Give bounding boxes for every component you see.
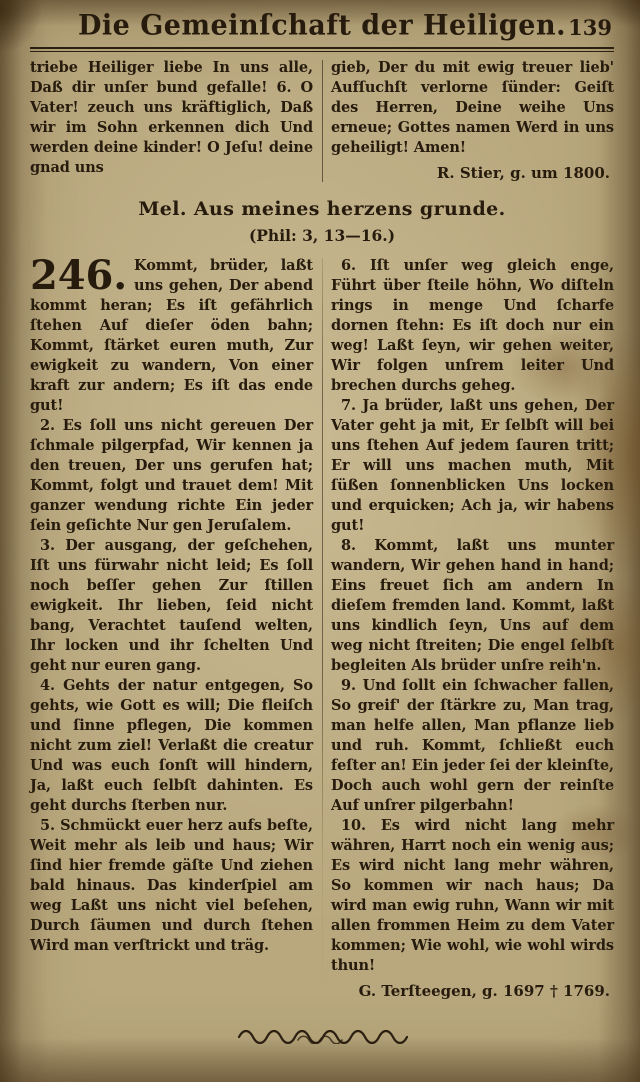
continuation-left-column	[30, 58, 322, 184]
verse-10: 10. Es wird nicht lang mehr währen, Harrt noch ein wenig aus; Es wird nicht lang mehr währen, So kommen wir nach haus; Da wird man ewig ruhn, Wann wir mit allen frommen Heim zu dem Vater kommen; Wie wohl, wie wohl wirds thun!	[331, 817, 614, 974]
divider-squiggle-icon	[236, 1028, 408, 1044]
hymn-right-column	[322, 256, 614, 1002]
scripture-reference: (Phil: 3, 13—16.)	[248, 226, 396, 245]
verse-1	[30, 252, 313, 416]
verse-9: 9. Und ſollt ein ſchwacher fallen, So greif' der ſtärkre zu, Man trag, man helfe allen, Man pflanze lieb und ruh. Kommt, ſchließt euch feſter an! Ein jeder ſei der kleinſte, Doch auch wohl gern der reinſte Auf unſrer pilgerbahn!	[331, 677, 614, 814]
page-title: Die Gemeinſchaft der Heiligen.	[77, 9, 566, 42]
verse-8: 8. Kommt, laßt uns munter wandern, Wir gehen hand in hand; Eins freuet ſich am andern In dieſem fremden land. Kommt, laßt uns kindlich ſeyn, Uns auf dem weg nicht ſtreiten; Die engel ſelbſt begleiten Als brüder unſre reih'n.	[331, 537, 614, 674]
verse-7: 7. Ja brüder, laßt uns gehen, Der Vater geht ja mit, Er ſelbſt will bei uns ſtehen Auf jedem ſauren tritt; Er will uns machen muth, Mit ſüßen ſonnenblicken Uns locken und erquicken; Ach ja, wir habens gut!	[331, 397, 614, 534]
verse-5: 5. Schmückt euer herz aufs beſte, Weit mehr als leib und haus; Wir ſind hier fremde gäſte Und ziehen bald hinaus. Das kinderſpiel am weg Laßt uns nicht viel beſehen, Durch ſäumen und durch ſtehen Wird man verſtrickt und träg.	[30, 817, 313, 954]
column-divider-rule	[322, 258, 323, 1000]
hymn-left-column	[30, 252, 322, 1002]
author-attribution: R. Stier, g. um 1800.	[436, 164, 610, 182]
continuation-right-column	[322, 58, 614, 184]
verse-2: 2. Es ſoll uns nicht gereuen Der ſchmale pilgerpfad, Wir kennen ja den treuen, Der uns gerufen hat; Kommt, folgt und trauet dem! Mit ganzer wendung richte Ein jeder ſein geſichte Nur gen Jeruſalem.	[30, 417, 313, 534]
footer-ornament	[30, 1028, 614, 1048]
hymn-body	[30, 252, 614, 1002]
page-content	[30, 8, 614, 1068]
verse-1-text: Kommt, brüder, laßt uns gehen, Der abend kommt heran; Es iſt gefährlich ſtehen Auf dieſer öden bahn; Kommt, ſtärket euren muth, Zur ewigkeit zu wandern, Von einer kraft zur andern; Es iſt das ende gut!	[30, 257, 313, 414]
verse-4: 4. Gehts der natur entgegen, So gehts, wie Gott es will; Die fleiſch und ſinne pflegen, Die kommen nicht zum ziel! Verlaßt die creatur Und was euch ſonſt will hindern, Ja, laßt euch ſelbſt dahinten. Es geht durchs ſterben nur.	[30, 677, 313, 814]
header-divider-rule	[30, 47, 614, 52]
verse-3: 3. Der ausgang, der geſchehen, Iſt uns fürwahr nicht leid; Es ſoll noch beſſer gehen Zur ſtillen ewigkeit. Ihr lieben, ſeid nicht bang, Verachtet tauſend welten, Ihr locken und ihr ſchelten Und geht nur euren gang.	[30, 537, 313, 674]
page-number: 139	[568, 15, 612, 40]
hymn-number: 246.	[30, 252, 128, 299]
verse-6: 6. Iſt unſer weg gleich enge, Führt über ſteile höhn, Wo diſteln rings in menge Und ſcharfe dornen ſtehn: Es iſt doch nur ein weg! Laßt ſeyn, wir gehen weiter, Wir folgen unſrem leiter Und brechen durchs geheg.	[331, 257, 614, 394]
page-header	[30, 8, 614, 46]
column-divider-rule	[322, 60, 323, 182]
melody-block	[30, 197, 614, 246]
previous-hymn-continuation	[30, 58, 614, 184]
author-attribution: G. Terſteegen, g. 1697 † 1769.	[358, 982, 610, 1000]
melody-line: Mel. Aus meines herzens grunde.	[138, 198, 506, 220]
continuation-left-text: triebe Heiliger liebe In uns alle, Daß dir unſer bund gefalle! 6. O Vater! zeuch uns kräftiglich, Daß wir im Sohn erkennen dich Und werden deine kinder! O Jeſu! deine gnad uns	[30, 59, 313, 176]
continuation-right-text: gieb, Der du mit ewig treuer lieb' Aufſuchſt verlorne ſünder: Geiſt des Herren, Deine weihe Uns erneue; Gottes namen Werd in uns geheiligt! Amen!	[331, 59, 614, 156]
